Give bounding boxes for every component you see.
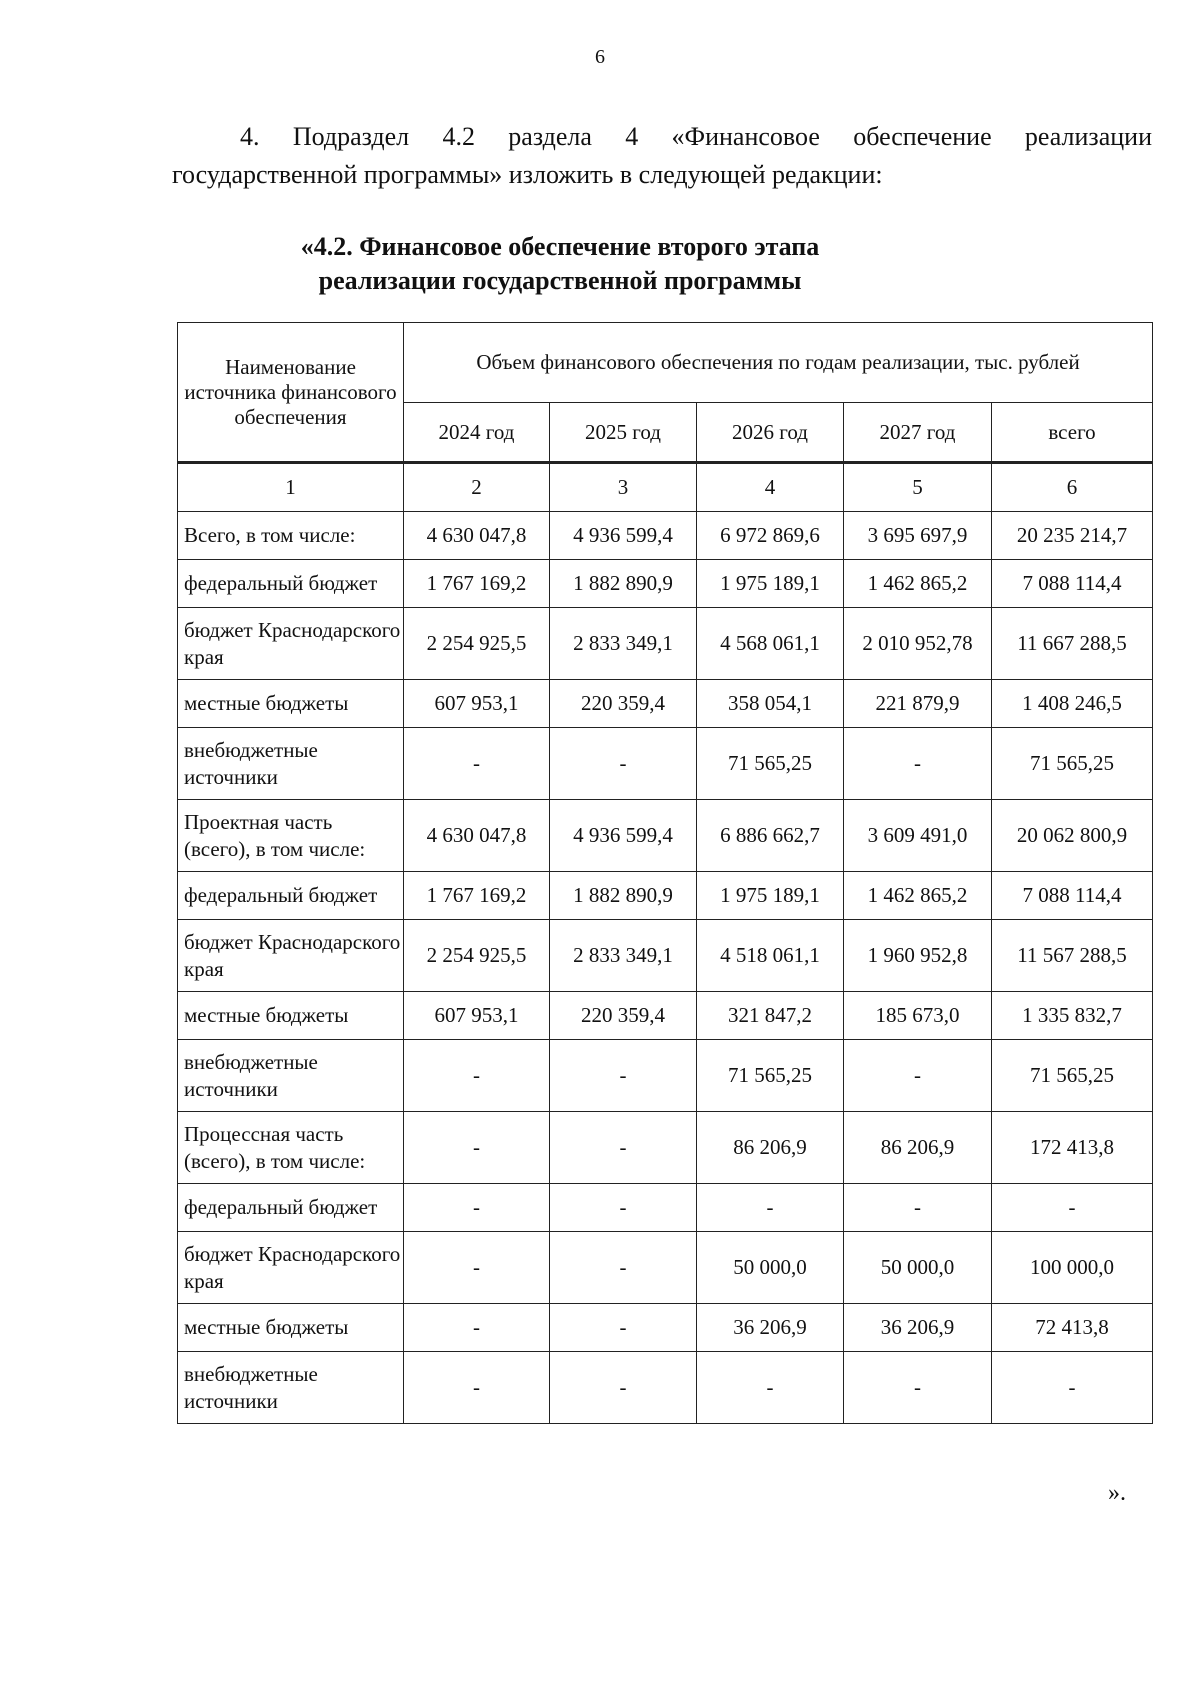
row-label: Проектная часть (всего), в том числе:: [178, 800, 404, 872]
value-cell: 4 936 599,4: [550, 512, 697, 560]
value-cell: 1 462 865,2: [844, 560, 992, 608]
value-cell: 6 972 869,6: [697, 512, 844, 560]
value-cell: -: [844, 1184, 992, 1232]
value-cell: 6 886 662,7: [697, 800, 844, 872]
value-cell: 50 000,0: [697, 1232, 844, 1304]
value-cell: -: [992, 1184, 1153, 1232]
value-cell: 2 833 349,1: [550, 608, 697, 680]
value-cell: 4 518 061,1: [697, 920, 844, 992]
value-cell: 86 206,9: [697, 1112, 844, 1184]
value-cell: 1 408 246,5: [992, 680, 1153, 728]
value-cell: 185 673,0: [844, 992, 992, 1040]
value-cell: 4 568 061,1: [697, 608, 844, 680]
value-cell: -: [550, 1352, 697, 1424]
column-number-cell: 1: [178, 463, 404, 512]
value-cell: 2 254 925,5: [404, 608, 550, 680]
value-cell: 1 767 169,2: [404, 560, 550, 608]
table-row: [178, 560, 1153, 608]
value-cell: -: [550, 1304, 697, 1352]
value-cell: 3 609 491,0: [844, 800, 992, 872]
value-cell: 1 882 890,9: [550, 872, 697, 920]
value-cell: -: [550, 1232, 697, 1304]
value-cell: -: [992, 1352, 1153, 1424]
value-cell: -: [550, 1040, 697, 1112]
table-row: [178, 680, 1153, 728]
value-cell: -: [404, 1352, 550, 1424]
section-title-line-2: реализации государственной программы: [318, 266, 802, 295]
value-cell: 36 206,9: [844, 1304, 992, 1352]
value-cell: -: [844, 1040, 992, 1112]
row-label: федеральный бюджет: [178, 1184, 404, 1232]
value-cell: 220 359,4: [550, 992, 697, 1040]
value-cell: 607 953,1: [404, 680, 550, 728]
value-cell: 71 565,25: [697, 728, 844, 800]
value-cell: -: [404, 1112, 550, 1184]
column-number-cell: 6: [992, 463, 1153, 512]
table-row: [178, 920, 1153, 992]
value-cell: 321 847,2: [697, 992, 844, 1040]
value-cell: 1 767 169,2: [404, 872, 550, 920]
value-cell: -: [844, 728, 992, 800]
year-column-header: всего: [992, 403, 1153, 463]
source-column-header: Наименование источника финансового обеспечения: [178, 323, 404, 463]
column-number-cell: 4: [697, 463, 844, 512]
column-number-cell: 5: [844, 463, 992, 512]
row-label: внебюджетные источники: [178, 1352, 404, 1424]
section-title-line-1: «4.2. Финансовое обеспечение второго этапа: [300, 232, 820, 261]
value-cell: -: [404, 728, 550, 800]
value-cell: 2 254 925,5: [404, 920, 550, 992]
value-cell: 20 062 800,9: [992, 800, 1153, 872]
table-row: [178, 992, 1153, 1040]
value-cell: 71 565,25: [992, 728, 1153, 800]
value-cell: 100 000,0: [992, 1232, 1153, 1304]
value-cell: 11 567 288,5: [992, 920, 1153, 992]
value-cell: 607 953,1: [404, 992, 550, 1040]
row-label: местные бюджеты: [178, 992, 404, 1040]
column-number-row: [178, 463, 1153, 512]
row-label: Процессная часть (всего), в том числе:: [178, 1112, 404, 1184]
value-cell: 2 010 952,78: [844, 608, 992, 680]
table-row: [178, 1352, 1153, 1424]
value-cell: -: [697, 1184, 844, 1232]
year-column-header: 2026 год: [697, 403, 844, 463]
value-cell: 4 936 599,4: [550, 800, 697, 872]
table-row: [178, 872, 1153, 920]
table-row: [178, 1304, 1153, 1352]
value-cell: -: [404, 1232, 550, 1304]
value-cell: 11 667 288,5: [992, 608, 1153, 680]
year-column-header: 2024 год: [404, 403, 550, 463]
value-cell: 7 088 114,4: [992, 872, 1153, 920]
row-label: внебюджетные источники: [178, 728, 404, 800]
table-row: [178, 1184, 1153, 1232]
value-cell: -: [550, 728, 697, 800]
section-title: [0, 230, 1120, 298]
value-cell: 1 882 890,9: [550, 560, 697, 608]
year-column-header: 2027 год: [844, 403, 992, 463]
column-number-cell: 2: [404, 463, 550, 512]
value-cell: 1 975 189,1: [697, 560, 844, 608]
value-cell: 71 565,25: [697, 1040, 844, 1112]
table-row: [178, 608, 1153, 680]
value-cell: 220 359,4: [550, 680, 697, 728]
value-cell: 4 630 047,8: [404, 800, 550, 872]
value-cell: 1 335 832,7: [992, 992, 1153, 1040]
table-row: [178, 1112, 1153, 1184]
value-cell: 3 695 697,9: [844, 512, 992, 560]
value-cell: -: [697, 1352, 844, 1424]
closing-quote: ».: [1108, 1480, 1126, 1506]
value-cell: 72 413,8: [992, 1304, 1153, 1352]
value-cell: 2 833 349,1: [550, 920, 697, 992]
financing-table-wrapper: [177, 322, 1153, 1424]
page-number: 6: [595, 46, 605, 68]
row-label: бюджет Краснодарского края: [178, 608, 404, 680]
value-cell: 7 088 114,4: [992, 560, 1153, 608]
intro-paragraph: 4. Подраздел 4.2 раздела 4 «Финансовое обеспечение реализации государственной программы» изложить в следующей редакции:: [172, 122, 1152, 189]
value-cell: 4 630 047,8: [404, 512, 550, 560]
volume-column-header: Объем финансового обеспечения по годам реализации, тыс. рублей: [404, 323, 1153, 403]
value-cell: 86 206,9: [844, 1112, 992, 1184]
value-cell: 1 462 865,2: [844, 872, 992, 920]
value-cell: 71 565,25: [992, 1040, 1153, 1112]
value-cell: 221 879,9: [844, 680, 992, 728]
value-cell: 50 000,0: [844, 1232, 992, 1304]
column-number-cell: 3: [550, 463, 697, 512]
table-row: [178, 728, 1153, 800]
row-label: внебюджетные источники: [178, 1040, 404, 1112]
value-cell: -: [404, 1184, 550, 1232]
row-label: федеральный бюджет: [178, 872, 404, 920]
year-column-header: 2025 год: [550, 403, 697, 463]
row-label: бюджет Краснодарского края: [178, 920, 404, 992]
value-cell: -: [550, 1112, 697, 1184]
row-label: местные бюджеты: [178, 680, 404, 728]
table-row: [178, 1232, 1153, 1304]
table-row: [178, 800, 1153, 872]
value-cell: -: [404, 1304, 550, 1352]
row-label: бюджет Краснодарского края: [178, 1232, 404, 1304]
value-cell: 358 054,1: [697, 680, 844, 728]
value-cell: 36 206,9: [697, 1304, 844, 1352]
value-cell: -: [404, 1040, 550, 1112]
row-label: местные бюджеты: [178, 1304, 404, 1352]
table-row: [178, 512, 1153, 560]
value-cell: 1 960 952,8: [844, 920, 992, 992]
value-cell: -: [844, 1352, 992, 1424]
value-cell: 172 413,8: [992, 1112, 1153, 1184]
value-cell: -: [550, 1184, 697, 1232]
value-cell: 1 975 189,1: [697, 872, 844, 920]
financing-table: [177, 322, 1153, 1424]
row-label: федеральный бюджет: [178, 560, 404, 608]
row-label: Всего, в том числе:: [178, 512, 404, 560]
value-cell: 20 235 214,7: [992, 512, 1153, 560]
table-row: [178, 1040, 1153, 1112]
